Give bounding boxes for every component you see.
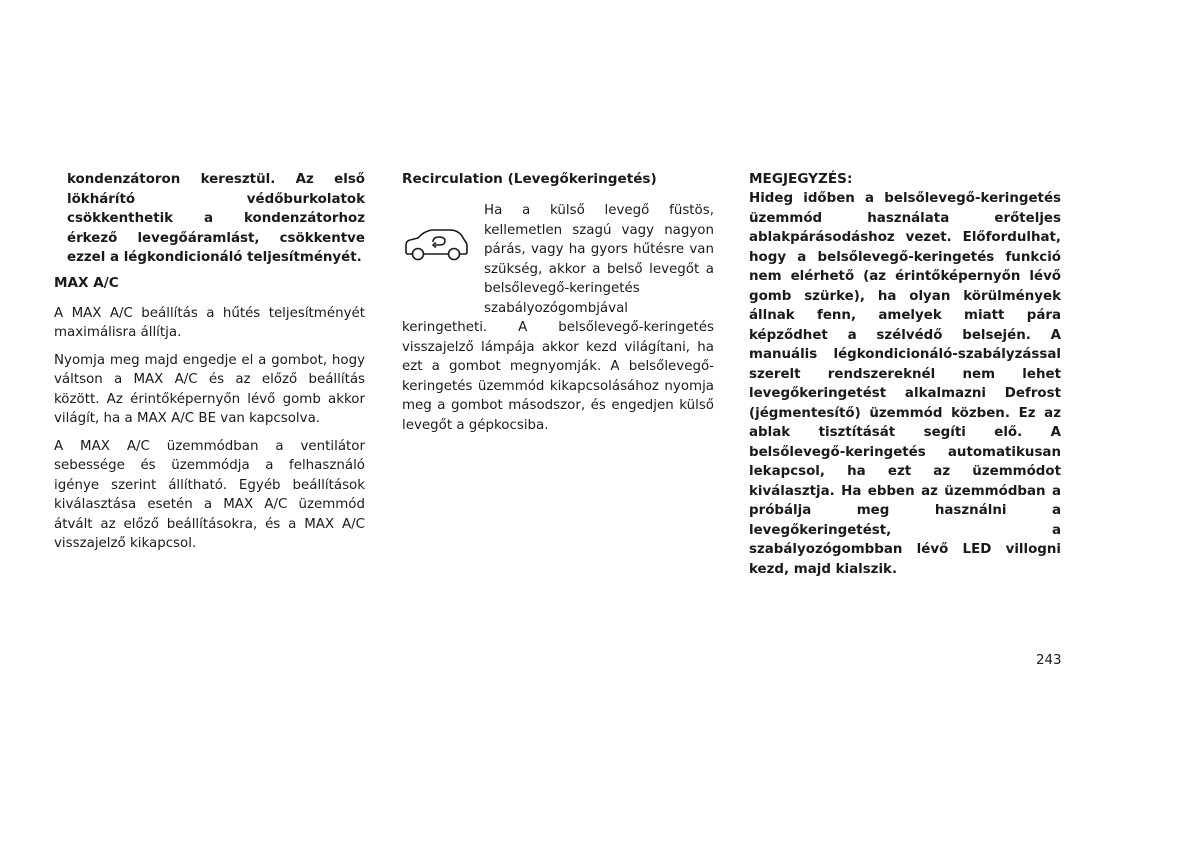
note-heading: MEGJEGYZÉS: [749,171,853,187]
recirculation-paragraph: Ha a külső levegő füstös, kellemetlen szagú vagy nagyon párás, vagy ha gyors hűtésre van szükség, akkor a belső levegőt a belsőlevegő-keringetés szabályozógombjával keringetheti. A belsőlevegő-keringetés visszajelző lámpája akkor kezd világítani, ha ezt a gombot megnyomják. A belsőlevegő-keringetés üzemmód kikapcsolásához nyomja meg a gombot másodszor, és engedjen külső levegőt a gépkocsiba. [402,203,714,433]
column-2 [402,170,714,443]
recirculation-block [402,201,714,443]
max-ac-paragraph-1: A MAX A/C beállítás a hűtés teljesítményét maximálisra állítja. [54,305,365,340]
section-heading-max-ac: MAX A/C [54,274,119,291]
column-3 [749,170,1061,587]
column-1 [54,170,365,562]
max-ac-paragraph-3: A MAX A/C üzemmódban a ventilátor sebessége és üzemmódja a felhasználó igénye szerint állítható. Egyéb beállítások kiválasztása esetén a MAX A/C üzemmód átvált az előző beállításokra, és a MAX A/C visszajelző kikapcsol. [54,438,365,551]
section-heading-recirculation: Recirculation (Levegőkeringetés) [402,171,657,187]
note-paragraph: Hideg időben a belsőlevegő-keringetés üzemmód használata erőteljes ablakpárásodáshoz vezet. Előfordulhat, hogy a belsőlevegő-keringetés funkció nem elérhető (az érintőképernyőn lévő gomb szürke), ha olyan körülmények állnak fenn, amelyek miatt pára képződhet a szélvédő belsején. A manuális légkondicionáló-szabályzással szerelt rendszereknél nem lehet levegőkeringetést alkalmazni Defrost (jégmentesítő) üzemmód közben. Ez az ablak tisztítását segíti elő. A belsőlevegő-keringetés automatikusan lekapcsol, ha ezt az üzemmódot kiválasztja. Ha ebben az üzemmódban a próbálja meg használni a levegőkeringetést, a szabályozógombban lévő LED villogni kezd, majd kialszik. [749,191,1061,577]
max-ac-paragraph-2: Nyomja meg majd engedje el a gombot, hogy váltson a MAX A/C és az előző beállítás között. Az érintőképernyőn lévő gomb akkor világít, ha a MAX A/C BE van kapcsolva. [54,352,365,426]
page-number: 243 [1036,653,1062,668]
recirculation-car-icon [402,226,470,262]
intro-paragraph: kondenzátoron keresztül. Az első lökhárító védőburkolatok csökkenthetik a kondenzátorhoz érkező levegőáramlást, csökkentve ezzel a légkondicionáló teljesítményét. [67,172,365,265]
